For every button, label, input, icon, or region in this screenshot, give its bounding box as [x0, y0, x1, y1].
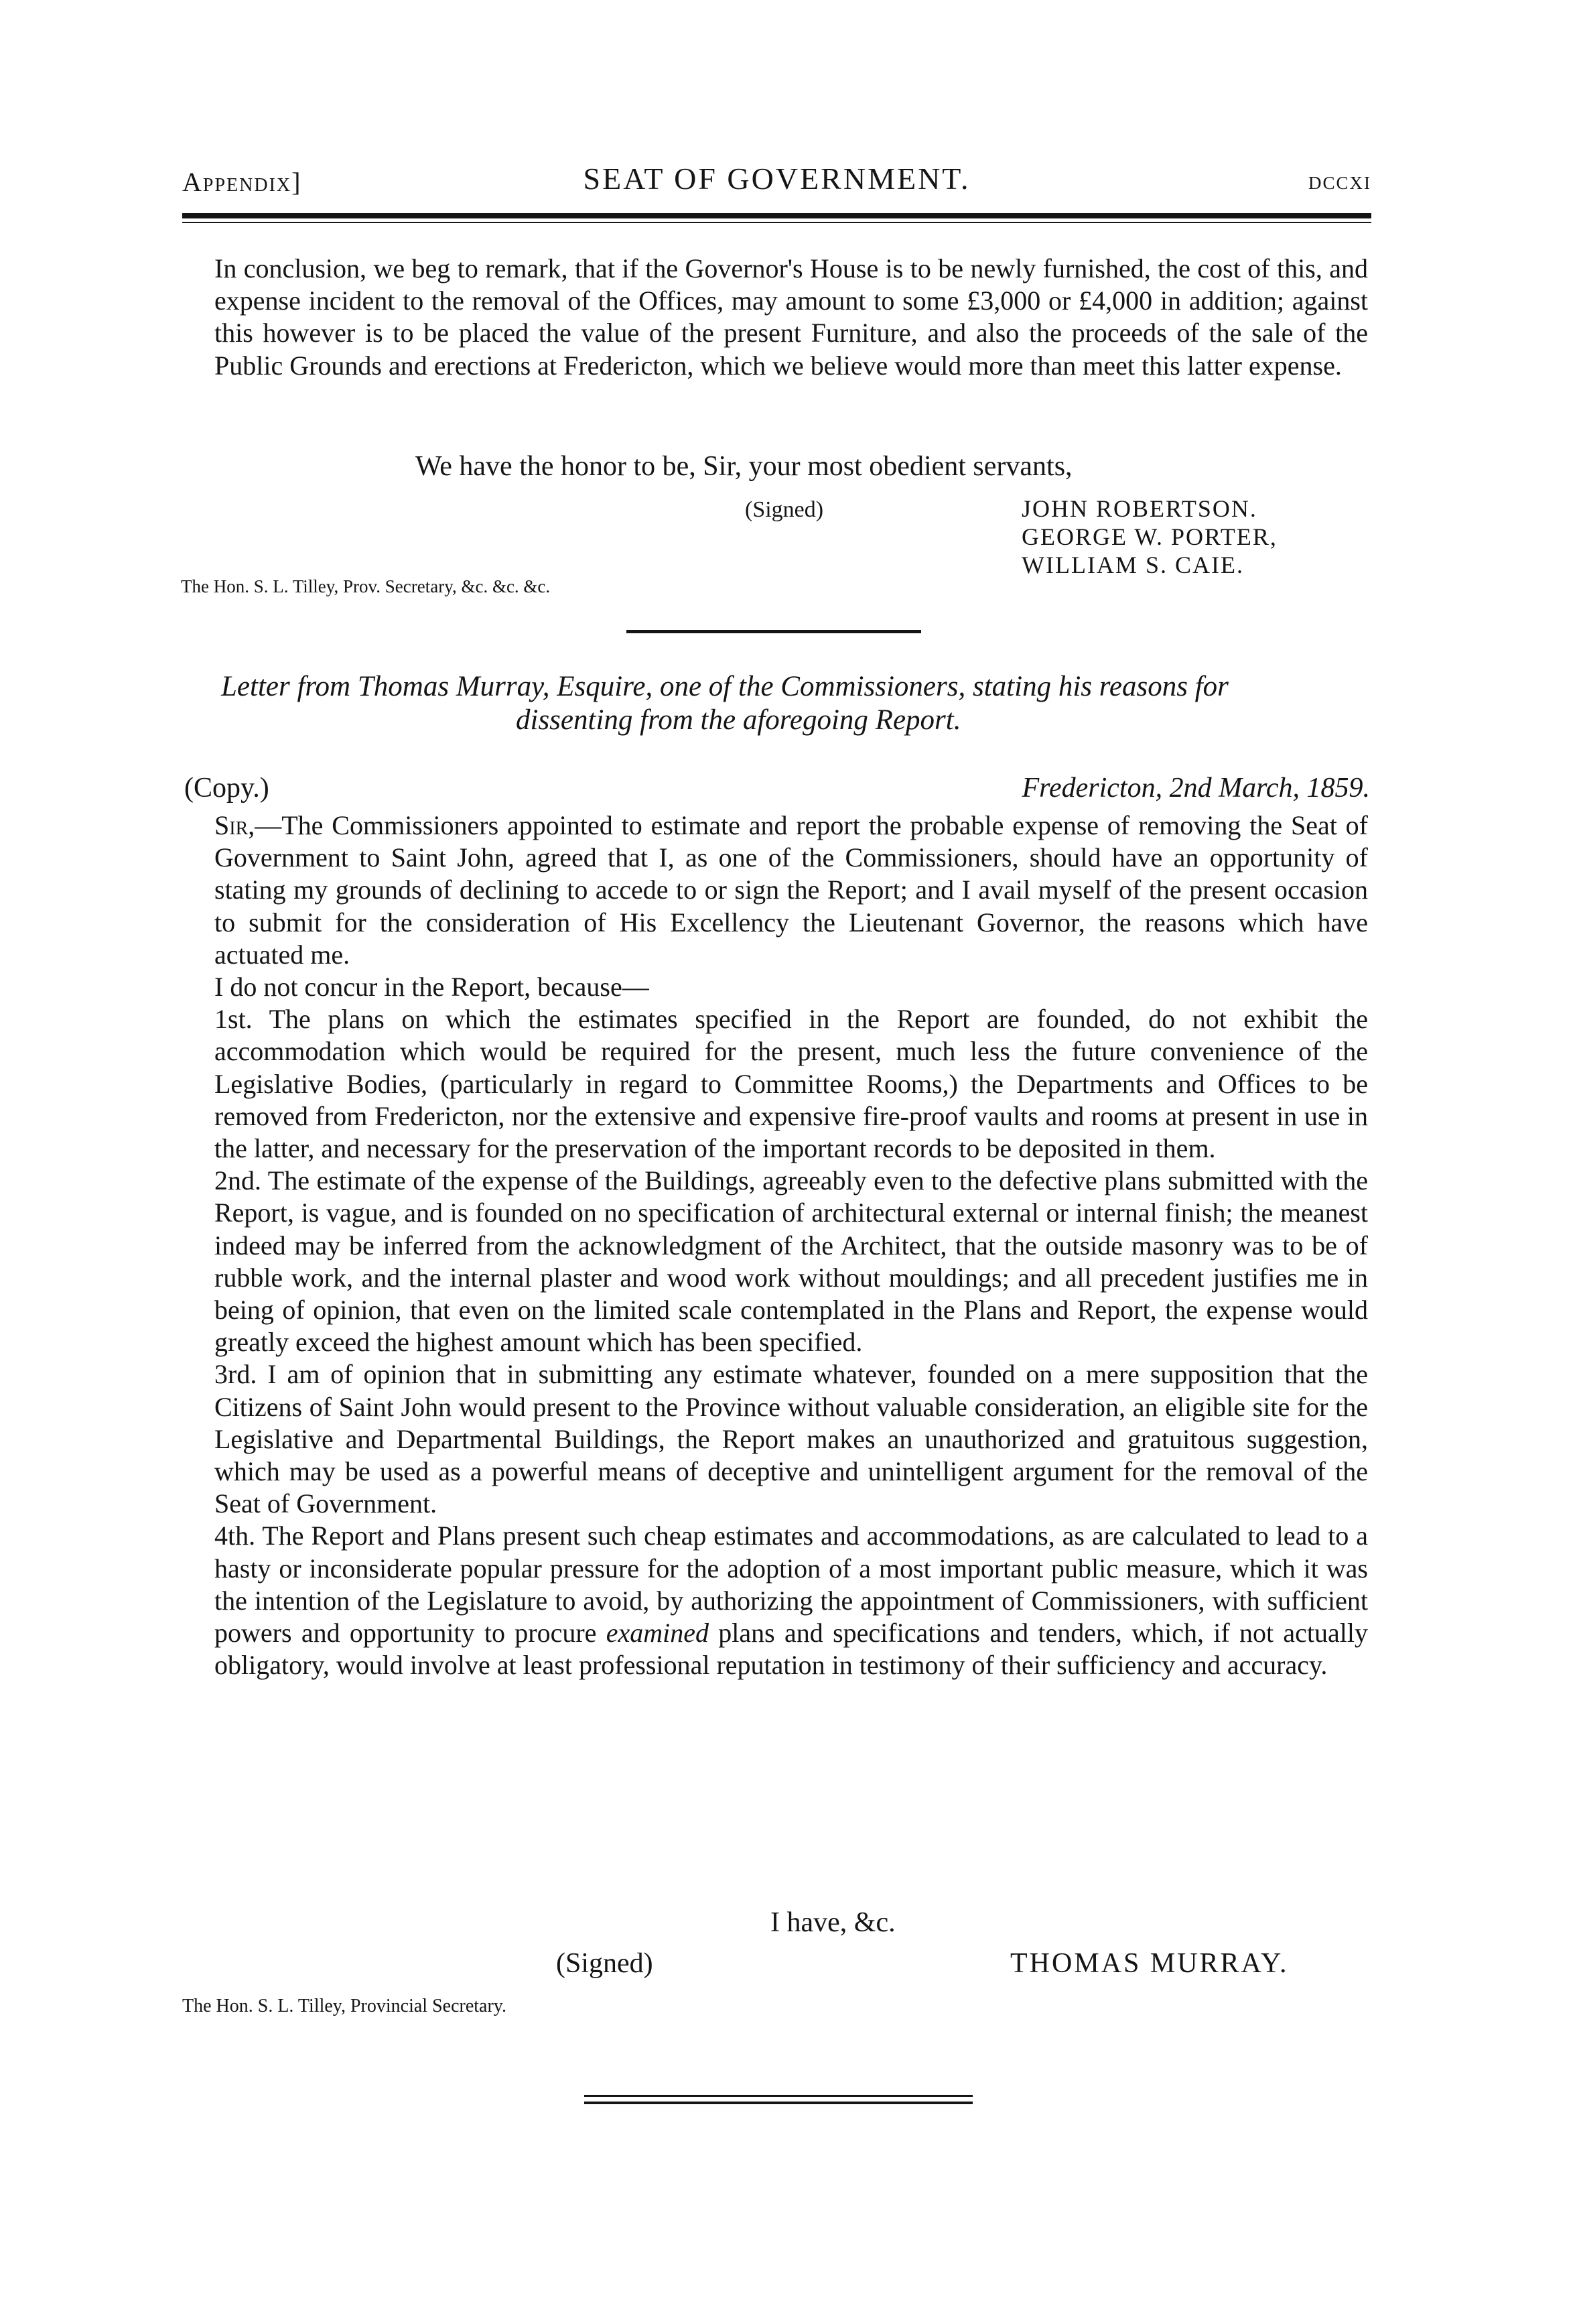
end-rule [584, 2102, 973, 2104]
addressee-line: The Hon. S. L. Tilley, Prov. Secretary, &c. &c. &c. [181, 576, 551, 596]
closing-line: I have, &c. [770, 1907, 896, 1938]
header-rule-thin [182, 222, 1371, 223]
emphasis-word: examined [606, 1618, 709, 1649]
point-paragraph: 3rd. I am of opinion that in submitting any estimate whatever, founded on a mere supposition that the Citizens of Saint John would present to the Province without valuable consideration, an eligible site for the Legislative and Departmental Buildings, the Report makes an unauthorized and gratuitous suggestion, which may be used as a powerful means of deceptive and unintelligent argument for the removal of the Seat of Government. [214, 1359, 1368, 1519]
letter-title-line: Letter from Thomas Murray, Esquire, one of the Commissioners, stating his reasons for [221, 671, 1229, 702]
addressee-line: The Hon. S. L. Tilley, Provincial Secretary. [182, 1996, 506, 2016]
salutation: Sir, [214, 810, 255, 840]
signatory-name: JOHN ROBERTSON. [1022, 495, 1257, 522]
letter-body [214, 810, 1368, 1681]
point-paragraph: 1st. The plans on which the estimates specified in the Report are founded, do not exhibit the accommodation which would be required for the present, much less the future convenience of the Legislative Bodies, (particularly in regard to Committee Rooms,) the Departments and Offices to be removed from Fredericton, nor the extensive and expensive fire-proof vaults and rooms at present in use in the latter, and necessary for the preservation of the important records to be deposited in them. [214, 1004, 1368, 1164]
running-head-left: Appendix] [182, 167, 302, 197]
letter-title-line: dissenting from the aforegoing Report. [516, 704, 961, 736]
signatories [1022, 495, 1278, 579]
section-divider [626, 630, 921, 633]
copy-label: (Copy.) [184, 773, 269, 803]
dateline: Fredericton, 2nd March, 1859. [1022, 773, 1370, 803]
end-rule [584, 2095, 973, 2097]
header-rule-thick [182, 213, 1371, 218]
signatory-name: WILLIAM S. CAIE. [1022, 552, 1244, 578]
signed-label: (Signed) [556, 1948, 653, 1979]
signed-label: (Signed) [745, 497, 824, 522]
letter-title [221, 670, 1373, 737]
because-line: I do not concur in the Report, because— [214, 972, 649, 1003]
point-paragraph [214, 1520, 1368, 1681]
point-text: plans and specifications and tenders, which, if not actually obligatory, would involve at least professional reputation in testimony of their sufficiency and accuracy. [214, 1618, 1369, 1681]
signatory-name: GEORGE W. PORTER, [1022, 523, 1278, 550]
running-head-title: SEAT OF GOVERNMENT. [583, 162, 971, 196]
point-text: 4th. The Report and Plans present such cheap estimates and accommodations, as are calculated to lead to a hasty or inconsiderate popular pressure for the adoption of a most important public measure, which it was the intention of the Legislature to avoid, by authorizing the appointment of Commissioners, with sufficient powers and opportunity to procure [214, 1521, 1368, 1649]
intro-paragraph [214, 810, 1368, 971]
point-paragraph: 2nd. The estimate of the expense of the Buildings, agreeably even to the defective plans submitted with the Report, is vague, and is founded on no specification of architectural external or internal finish; the meanest indeed may be inferred from the acknowledgment of the Architect, that the outside masonry was to be of rubble work, and the internal plaster and wood work without mouldings; and all precedent justifies me in being of opinion, that even on the limited scale contemplated in the Plans and Report, the expense would greatly exceed the highest amount which has been specified. [214, 1165, 1368, 1358]
signatory-name: THOMAS MURRAY. [1010, 1948, 1289, 1979]
intro-text: —The Commissioners appointed to estimate and report the probable expense of removing the Seat of Government to Saint John, agreed that I, as one of the Commissioners, should have an opportunity of stating my grounds of declining to accede to or sign the Report; and I avail myself of the present occasion to submit for the consideration of His Excellency the Lieutenant Governor, the reasons which have actuated me. [214, 810, 1368, 970]
page-number: dccxi [1308, 167, 1371, 195]
closing-line: We have the honor to be, Sir, your most obedient servants, [415, 451, 1073, 482]
page-header [182, 161, 1371, 208]
conclusion-paragraph: In conclusion, we beg to remark, that if the Governor's House is to be newly furnished, the cost of this, and expense incident to the removal of the Offices, may amount to some £3,000 or £4,000 in addition; against this however is to be placed the value of the present Furniture, and also the proceeds of the sale of the Public Grounds and erections at Fredericton, which we believe would more than meet this latter expense. [214, 253, 1368, 381]
